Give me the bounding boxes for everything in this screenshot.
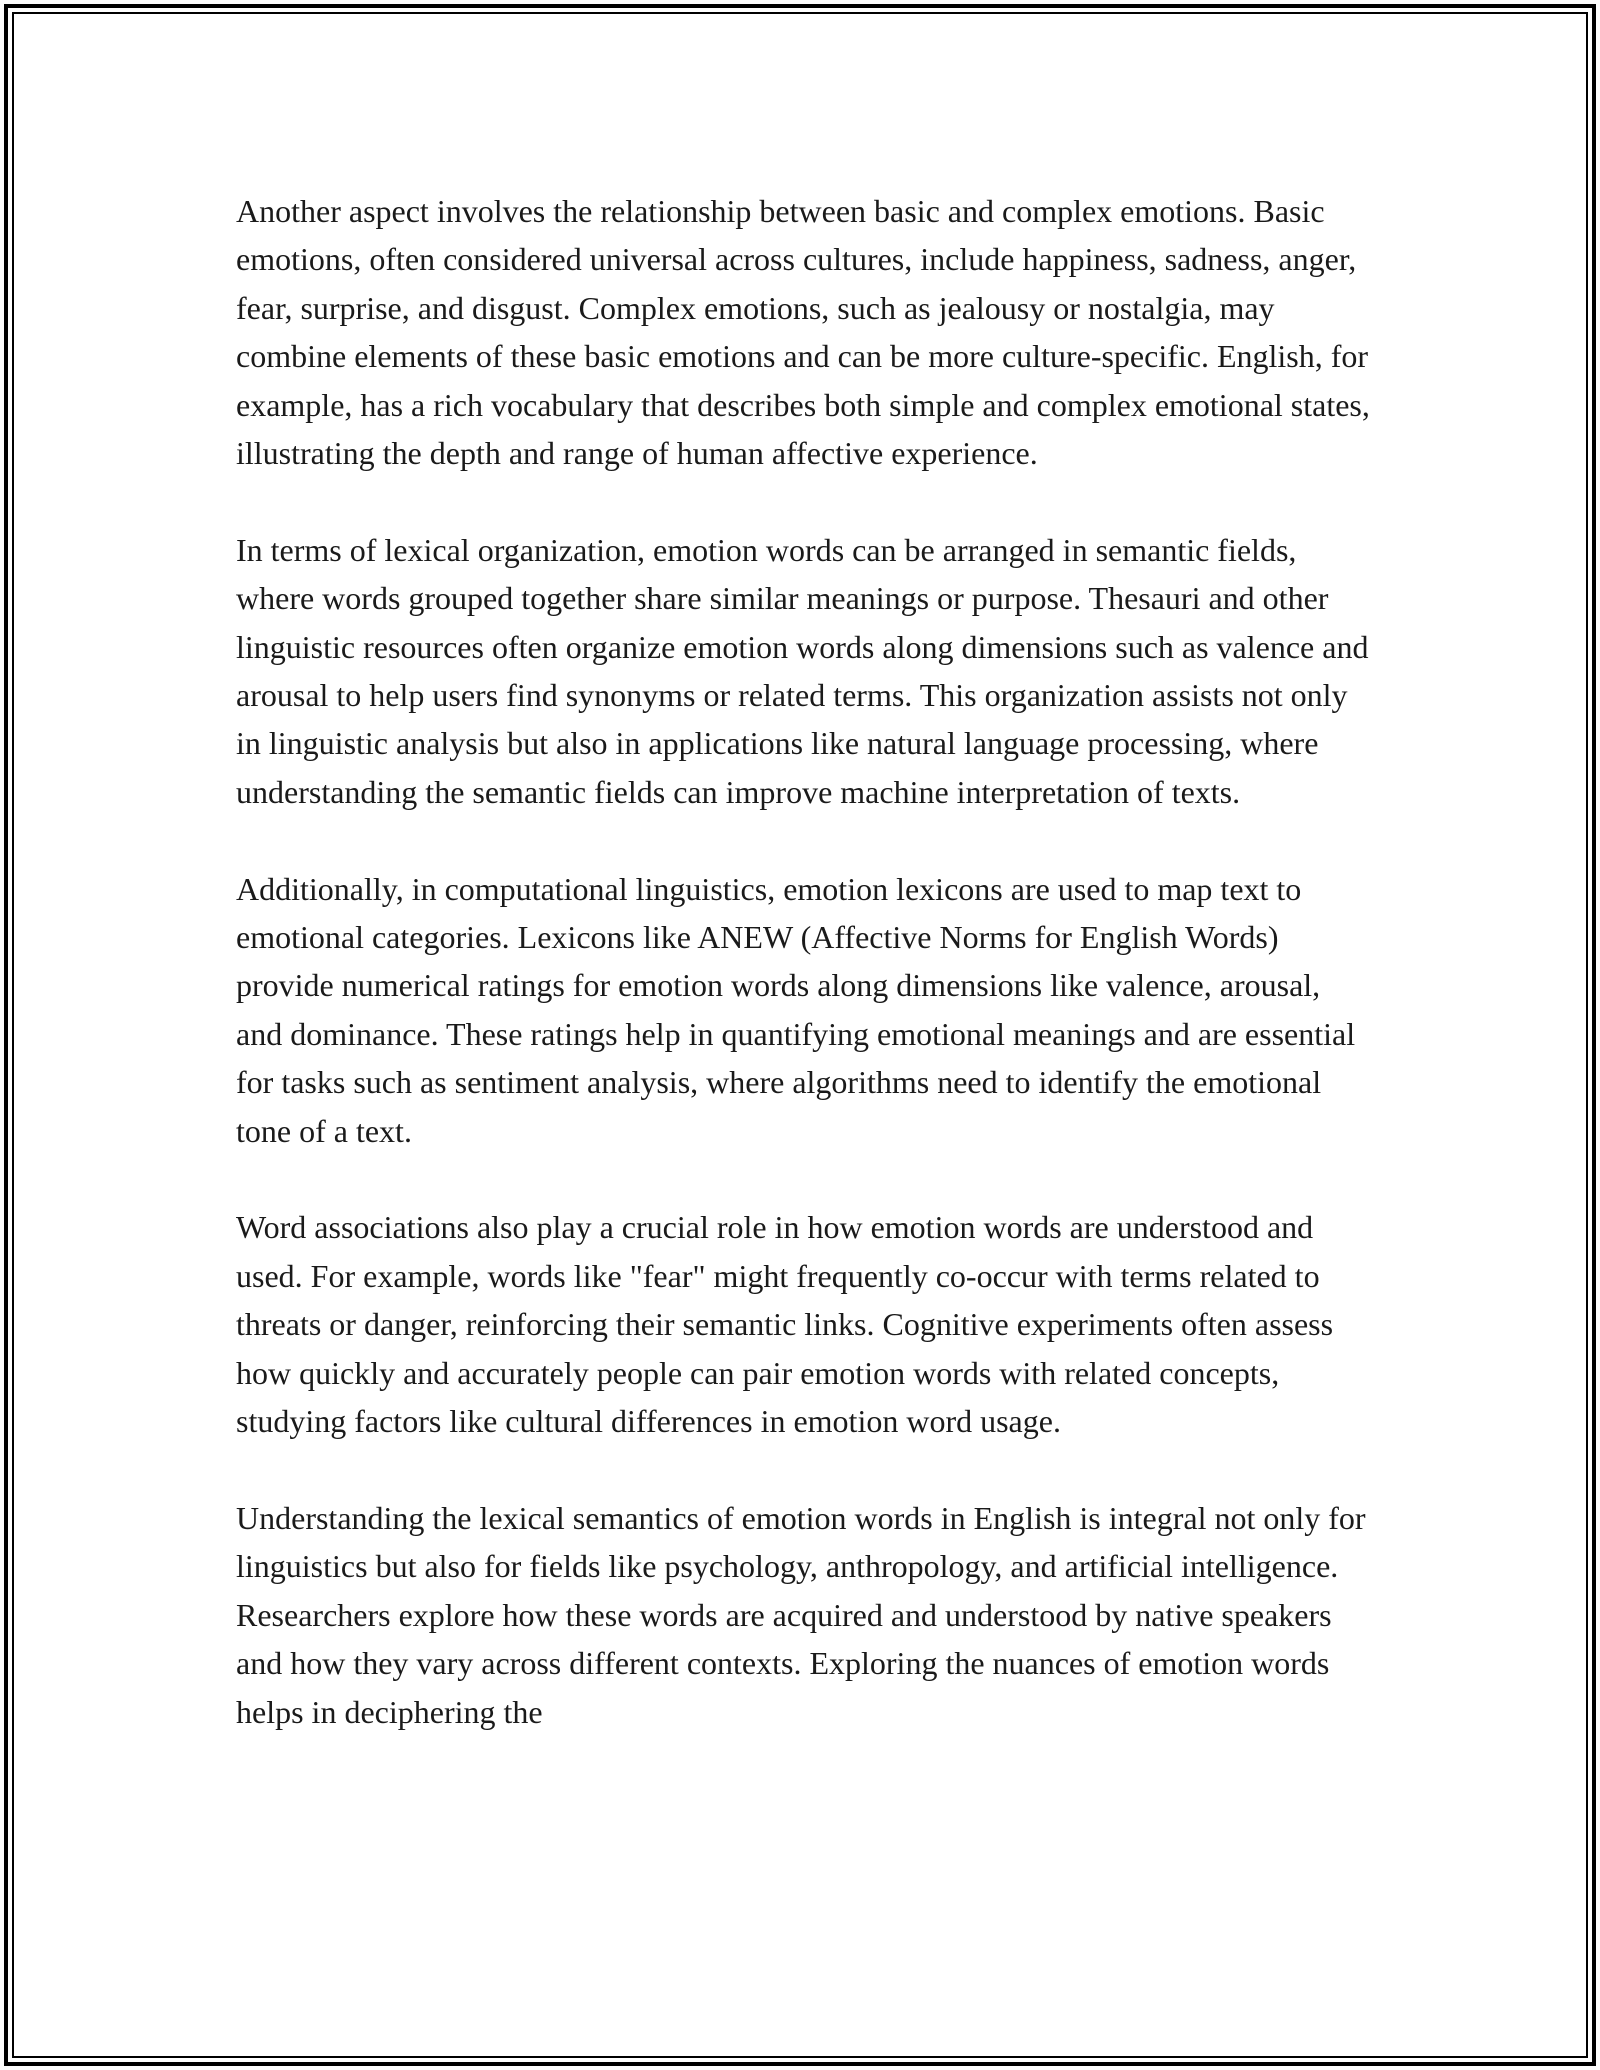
paragraph-2: In terms of lexical organization, emotion words can be arranged in semantic fields, where words grouped together share similar meanings or purpose. Thesauri and other linguistic resources often organize emotion words along dimensions such as valence and arousal to help users find synonyms or related terms. This organization assists not only in linguistic analysis but also in applications like natural language processing, where understanding the semantic fields can improve machine interpretation of texts. [236, 531, 1369, 810]
paragraph-4: Word associations also play a crucial role in how emotion words are understood and used. For example, words like "fear" might frequently co-occur with terms related to threats or danger, reinforcing their semantic links. Cognitive experiments often assess how quickly and accurately people can pair emotion words with related concepts, studying factors like cultural differences in emotion word usage. [236, 1209, 1334, 1440]
paragraph-1: Another aspect involves the relationship between basic and complex emotions. Basic emotions, often considered universal across cultures, include happiness, sadness, anger, fear, surprise, and disgust. Complex emotions, such as jealousy or nostalgia, may combine elements of these basic emotions and can be more culture-specific. English, for example, has a rich vocabulary that describes both simple and complex emotional states, illustrating the depth and range of human affective experience. [236, 193, 1370, 472]
document-body [236, 187, 1370, 1784]
paragraph-5: Understanding the lexical semantics of emotion words in English is integral not only for linguistics but also for fields like psychology, anthropology, and artificial intelligence. Researchers explore how these words are acquired and understood by native speakers and how they vary across different contexts. Exploring the nuances of emotion words helps in deciphering the [236, 1499, 1366, 1730]
paragraph-3: Additionally, in computational linguistics, emotion lexicons are used to map text to emotional categories. Lexicons like ANEW (Affective Norms for English Words) provide numerical ratings for emotion words along dimensions like valence, arousal, and dominance. These ratings help in quantifying emotional meanings and are essential for tasks such as sentiment analysis, where algorithms need to identify the emotional tone of a text. [236, 870, 1356, 1149]
